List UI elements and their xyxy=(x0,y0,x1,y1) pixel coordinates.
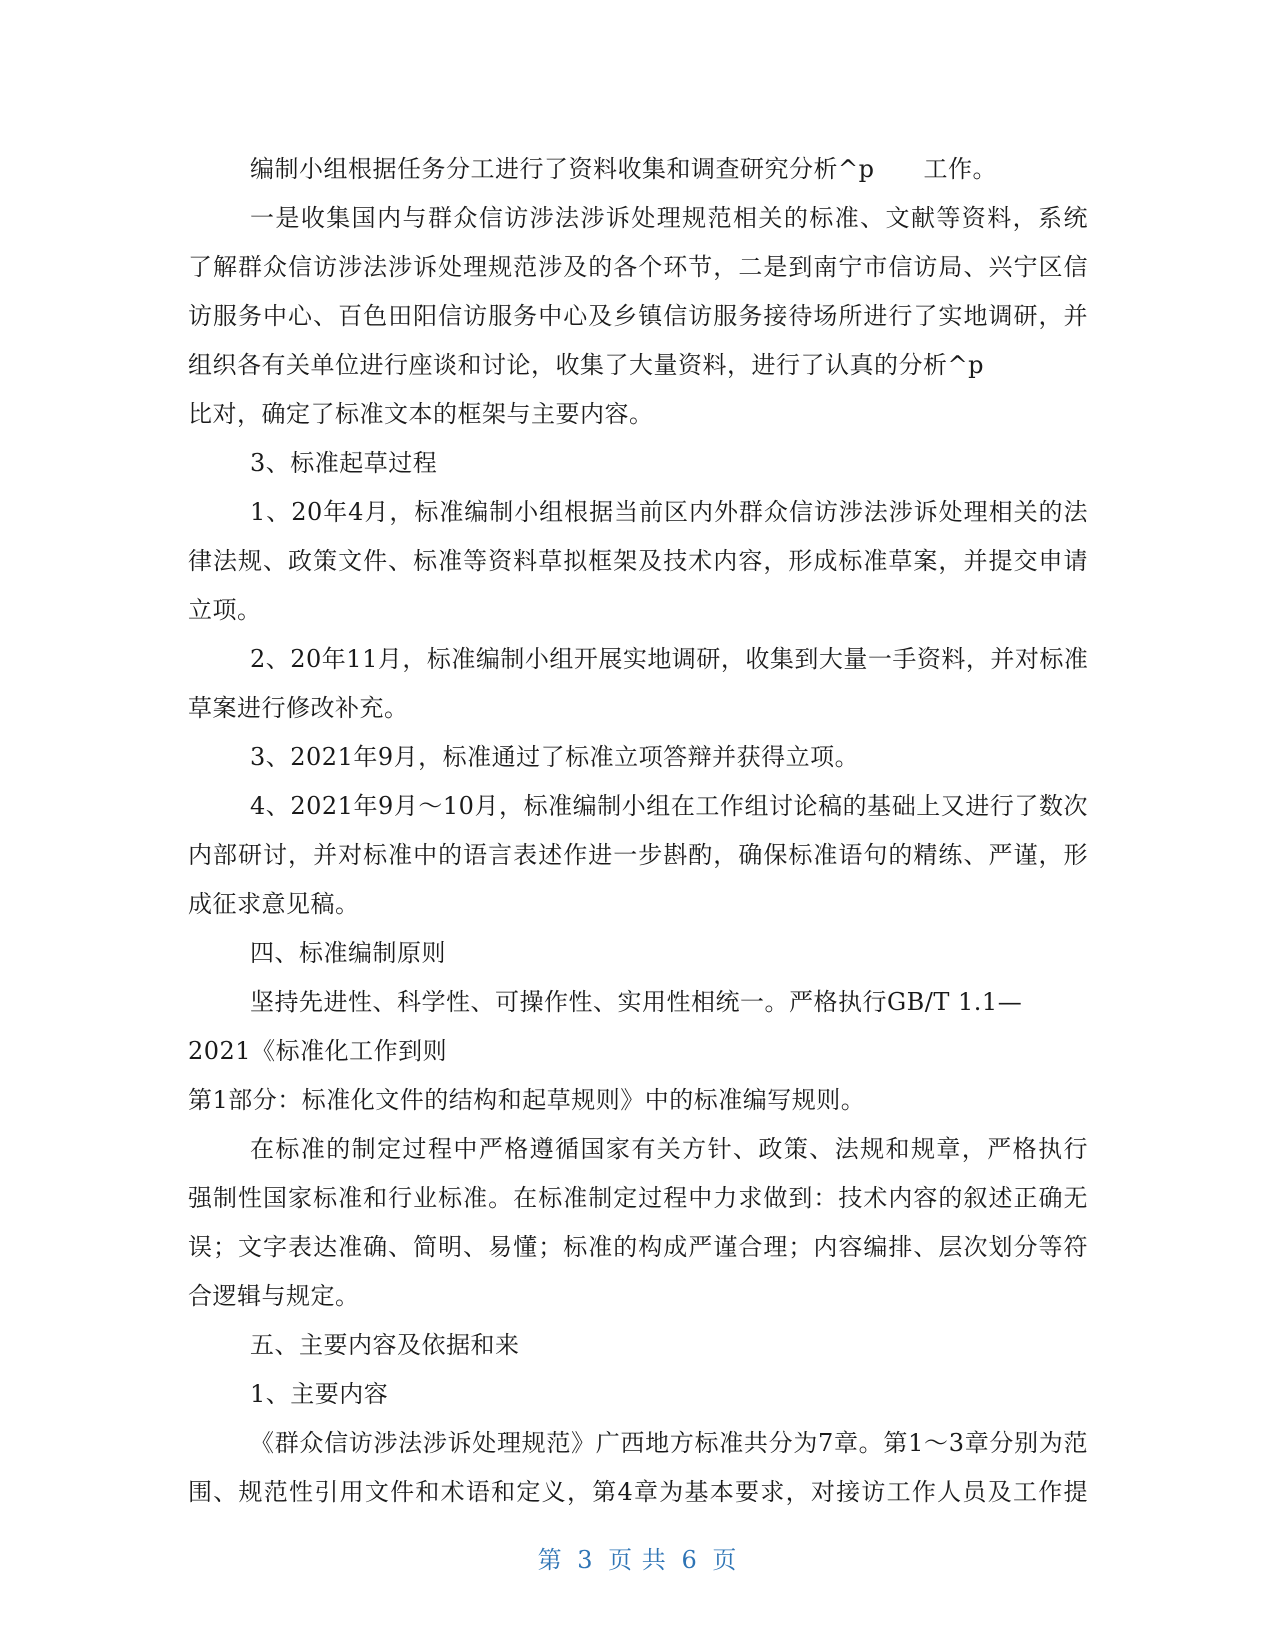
text-line: 合逻辑与规定。 xyxy=(188,1282,360,1310)
footer-middle: 页 共 xyxy=(608,1546,667,1574)
text-line: 强制性国家标准和行业标准。在标准制定过程中力求做到：技术内容的叙述正确无 xyxy=(188,1184,1088,1212)
text-line: 1、20年4月，标准编制小组根据当前区内外群众信访涉法涉诉处理相关的法 xyxy=(250,498,1088,526)
text-line: 编制小组根据任务分工进行了资料收集和调查研究分析^p 工作。 xyxy=(250,155,997,183)
text-line: 坚持先进性、科学性、可操作性、实用性相统一。严格执行GB/T 1.1— xyxy=(250,988,1023,1016)
text-line: 组织各有关单位进行座谈和讨论，收集了大量资料，进行了认真的分析^p xyxy=(188,351,984,379)
text-line: 了解群众信访涉法涉诉处理规范涉及的各个环节，二是到南宁市信访局、兴宁区信 xyxy=(188,253,1088,281)
text-line: 草案进行修改补充。 xyxy=(188,694,409,722)
text-line: 2021《标准化工作到则 xyxy=(188,1037,448,1065)
text-line: 《群众信访涉法涉诉处理规范》广西地方标准共分为7章。第1～3章分别为范 xyxy=(250,1429,1088,1457)
text-line: 访服务中心、百色田阳信访服务中心及乡镇信访服务接待场所进行了实地调研，并 xyxy=(188,302,1088,330)
text-line: 围、规范性引用文件和术语和定义，第4章为基本要求，对接访工作人员及工作提 xyxy=(188,1478,1088,1506)
text-line: 内部研讨，并对标准中的语言表述作进一步斟酌，确保标准语句的精练、严谨，形 xyxy=(188,841,1088,869)
text-line: 在标准的制定过程中严格遵循国家有关方针、政策、法规和规章，严格执行 xyxy=(250,1135,1088,1163)
text-line: 4、2021年9月～10月，标准编制小组在工作组讨论稿的基础上又进行了数次 xyxy=(250,792,1088,820)
text-line: 3、标准起草过程 xyxy=(250,449,438,477)
footer-prefix: 第 xyxy=(537,1546,563,1574)
footer-total-pages: 6 xyxy=(681,1546,698,1574)
text-line: 成征求意见稿。 xyxy=(188,890,360,918)
text-line: 1、主要内容 xyxy=(250,1380,389,1408)
text-line: 第1部分：标准化文件的结构和起草规则》中的标准编写规则。 xyxy=(188,1086,866,1114)
text-line: 五、主要内容及依据和来 xyxy=(250,1331,520,1359)
text-line: 3、2021年9月，标准通过了标准立项答辩并获得立项。 xyxy=(250,743,860,771)
text-line: 立项。 xyxy=(188,596,262,624)
page-footer xyxy=(0,1540,1275,1575)
body-text xyxy=(188,145,1088,1517)
text-line: 一是收集国内与群众信访涉法涉诉处理规范相关的标准、文献等资料，系统 xyxy=(250,204,1088,232)
text-line: 2、20年11月，标准编制小组开展实地调研，收集到大量一手资料，并对标准 xyxy=(250,645,1088,673)
footer-suffix: 页 xyxy=(712,1546,738,1574)
text-line: 误；文字表达准确、简明、易懂；标准的构成严谨合理；内容编排、层次划分等符 xyxy=(188,1233,1088,1261)
footer-current-page: 3 xyxy=(577,1546,594,1574)
text-line: 四、标准编制原则 xyxy=(250,939,446,967)
text-line: 律法规、政策文件、标准等资料草拟框架及技术内容，形成标准草案，并提交申请 xyxy=(188,547,1088,575)
text-line: 比对，确定了标准文本的框架与主要内容。 xyxy=(188,400,654,428)
